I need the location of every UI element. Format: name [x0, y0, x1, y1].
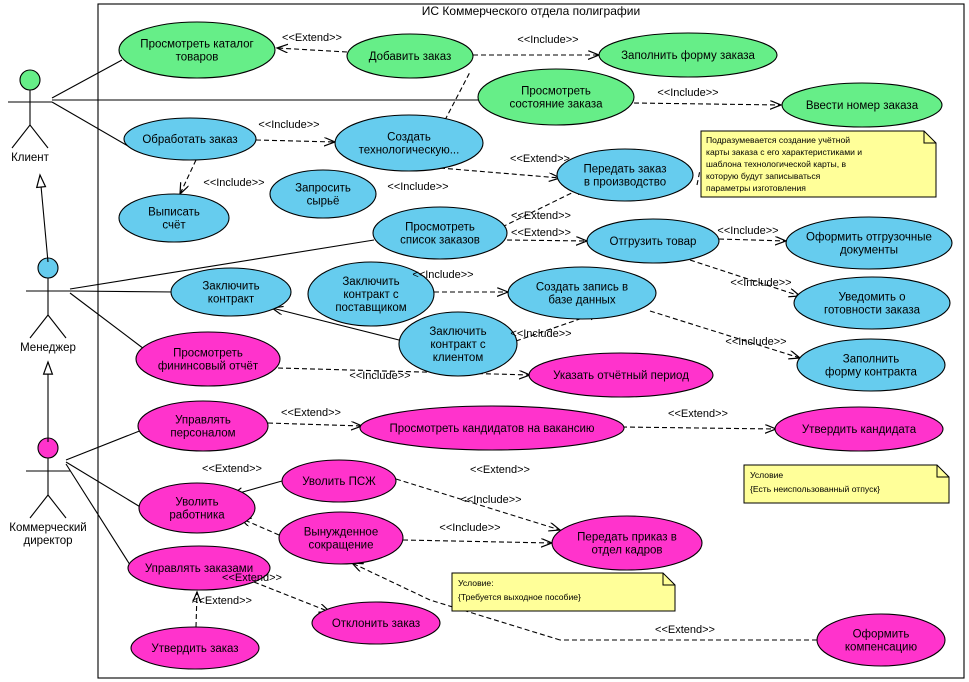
stereotype-label: <<Extend>>	[511, 227, 571, 239]
usecase-label: Обработать заказ	[142, 134, 238, 146]
usecase-uc20[interactable]	[797, 339, 945, 391]
usecase-uc26[interactable]	[139, 483, 255, 533]
diagram-title: ИС Коммерческого отдела полиграфии	[421, 4, 641, 18]
usecase-uc28[interactable]	[552, 516, 702, 570]
stereotype-label: <<Extend>>	[655, 624, 715, 636]
usecase-label: Создать	[387, 131, 431, 144]
stereotype-label: <<Include>>	[730, 277, 792, 289]
actor-client	[8, 70, 52, 164]
actor-commercial-director	[9, 438, 86, 547]
note-3-line-2: {Требуется выходное пособие}	[458, 592, 581, 602]
usecase-label: Заполнить форму заказа	[621, 50, 755, 62]
usecase-uc10[interactable]	[119, 194, 229, 242]
usecase-label: состояние заказа	[509, 98, 603, 111]
stereotype-label: <<Include>>	[349, 370, 411, 382]
usecase-label: Просмотреть	[521, 85, 591, 98]
usecase-uc23[interactable]	[360, 406, 624, 450]
note-1-line-4: которую будут записываться	[706, 171, 821, 181]
usecase-label: Утвердить заказ	[151, 643, 239, 655]
usecase-label: Вынужденное	[303, 526, 379, 539]
usecase-label: Создать запись в	[535, 281, 629, 294]
usecase-uc11[interactable]	[373, 207, 507, 259]
usecase-label: Просмотреть каталог	[140, 38, 254, 51]
usecase-label: базе данных	[548, 294, 616, 307]
usecase-label: Заключить	[429, 326, 487, 338]
usecase-uc7[interactable]	[335, 115, 483, 171]
stereotype-label: <<Include>>	[717, 225, 779, 237]
actor-director-label-2: директор	[23, 535, 73, 547]
usecase-uc2[interactable]	[347, 34, 473, 78]
stereotype-label: <<Include>>	[387, 181, 449, 193]
usecase-uc21[interactable]	[529, 353, 713, 397]
note-1-line-1: Подразумевается создание учётной	[706, 135, 851, 145]
usecase-uc3[interactable]	[599, 33, 777, 77]
usecase-label: Выписать	[148, 206, 200, 219]
usecase-label: в производство	[583, 176, 667, 189]
usecase-label: Уволить	[175, 496, 219, 509]
usecase-label: Добавить заказ	[368, 51, 452, 63]
usecase-label: сокращение	[308, 539, 374, 552]
usecase-label: персоналом	[170, 427, 236, 440]
stereotype-label: <<Include>>	[517, 34, 579, 46]
stereotype-label: <<Include>>	[460, 494, 522, 506]
usecase-uc18[interactable]	[399, 312, 517, 376]
usecase-uc27[interactable]	[279, 512, 403, 564]
stereotype-label: <<Include>>	[412, 269, 474, 281]
usecase-uc5[interactable]	[782, 83, 942, 127]
stereotype-label: <<Extend>>	[281, 407, 341, 419]
usecase-label: Оформить отгрузочные	[806, 231, 932, 244]
usecase-label: Управлять заказами	[144, 563, 254, 575]
usecase-label: технологическую...	[358, 144, 460, 157]
usecase-uc31[interactable]	[131, 627, 259, 669]
stereotype-label: <<Include>>	[725, 336, 787, 348]
usecase-uc22[interactable]	[138, 401, 268, 451]
usecase-label: контракт с	[430, 339, 486, 351]
stereotype-label: <<Include>>	[657, 87, 719, 99]
usecase-label: Запросить	[295, 182, 351, 195]
stereotype-label: <<Extend>>	[282, 32, 342, 44]
stereotype-label: <<Include>>	[258, 119, 320, 131]
note-1	[701, 131, 936, 197]
usecase-uc1[interactable]	[119, 22, 275, 78]
actor-director-label-1: Коммерческий	[9, 522, 87, 534]
usecase-uc14[interactable]	[171, 268, 291, 316]
usecase-label: Передать приказ в	[577, 531, 677, 544]
actor-manager-label: Менеджер	[20, 342, 76, 354]
stereotype-label: <<Extend>>	[511, 210, 571, 222]
usecase-label: контракт	[207, 293, 255, 306]
actor-manager	[20, 258, 76, 354]
generalization-manager-client	[40, 175, 48, 262]
usecase-uc17[interactable]	[794, 277, 950, 329]
usecase-uc13[interactable]	[786, 217, 952, 269]
note-2	[744, 465, 949, 503]
note-3	[452, 573, 675, 611]
usecase-label: Утвердить кандидата	[801, 424, 917, 436]
actor-client-label: Клиент	[11, 152, 49, 164]
usecase-label: Указать отчётный период	[553, 370, 689, 382]
usecase-label: клиентом	[432, 352, 484, 364]
stereotype-label: <<Include>>	[510, 328, 572, 340]
usecase-label: Ввести номер заказа	[805, 100, 919, 112]
usecase-label: Заполнить	[842, 353, 900, 366]
usecase-label: Просмотреть кандидатов на вакансию	[389, 423, 595, 435]
usecase-uc12[interactable]	[587, 219, 719, 263]
note-1-line-5: параметры изготовления	[706, 183, 806, 193]
usecase-label: Заключить	[202, 280, 260, 293]
note-1-line-3: шаблона технологической карты, в	[706, 159, 847, 169]
usecase-label: Уволить ПСЖ	[302, 476, 376, 488]
usecase-label: Оформить	[852, 628, 910, 641]
usecase-uc8[interactable]	[557, 149, 693, 201]
usecase-label: форму контракта	[825, 366, 917, 379]
usecase-uc32[interactable]	[817, 614, 945, 666]
usecase-label: контракт с	[343, 289, 399, 301]
usecase-uc9[interactable]	[270, 170, 376, 218]
stereotype-label: <<Extend>>	[222, 572, 282, 584]
usecase-label: Отгрузить товар	[609, 236, 697, 248]
usecase-uc19[interactable]	[136, 332, 280, 386]
usecase-label: Управлять	[175, 414, 231, 427]
usecase-label: готовности заказа	[824, 304, 920, 317]
usecase-uc16[interactable]	[508, 267, 656, 319]
note-3-line-1: Условие:	[458, 578, 494, 588]
usecase-label: сырьё	[306, 195, 340, 208]
usecase-uc4[interactable]	[478, 69, 634, 125]
stereotype-label: <<Include>>	[439, 522, 501, 534]
usecase-label: Заключить	[342, 276, 400, 288]
usecase-label: фининсовый отчёт	[157, 360, 259, 373]
usecase-label: Уведомить о	[838, 291, 906, 304]
usecase-label: отдел кадров	[591, 544, 663, 557]
stereotype-label: <<Extend>>	[470, 464, 530, 476]
usecase-uc6[interactable]	[124, 118, 256, 160]
usecase-label: компенсацию	[844, 641, 918, 654]
stereotype-label: <<Extend>>	[192, 595, 252, 607]
usecase-label: Отклонить заказ	[331, 618, 421, 630]
usecase-label: Передать заказ	[583, 163, 667, 176]
usecase-uc25[interactable]	[282, 460, 396, 502]
stereotype-label: <<Extend>>	[510, 153, 570, 165]
stereotype-label: <<Extend>>	[202, 463, 262, 475]
usecase-label: Просмотреть	[405, 221, 475, 234]
usecase-label: товаров	[175, 51, 219, 64]
usecase-label: счёт	[162, 219, 186, 232]
usecase-label: список заказов	[400, 234, 480, 247]
usecase-label: документы	[839, 244, 899, 257]
usecase-label: поставщиком	[335, 302, 407, 314]
note-2-line-1: Условие	[750, 470, 784, 480]
stereotype-label: <<Include>>	[203, 177, 265, 189]
note-1-line-2: карты заказа с его характеристиками и	[706, 147, 863, 157]
usecase-uc30[interactable]	[312, 602, 440, 644]
stereotype-label: <<Extend>>	[668, 408, 728, 420]
note-2-line-2: {Есть неиспользованный отпуск}	[750, 484, 880, 494]
usecase-uc24[interactable]	[775, 407, 943, 451]
usecase-label: работника	[169, 509, 225, 522]
usecase-label: Просмотреть	[173, 347, 243, 360]
